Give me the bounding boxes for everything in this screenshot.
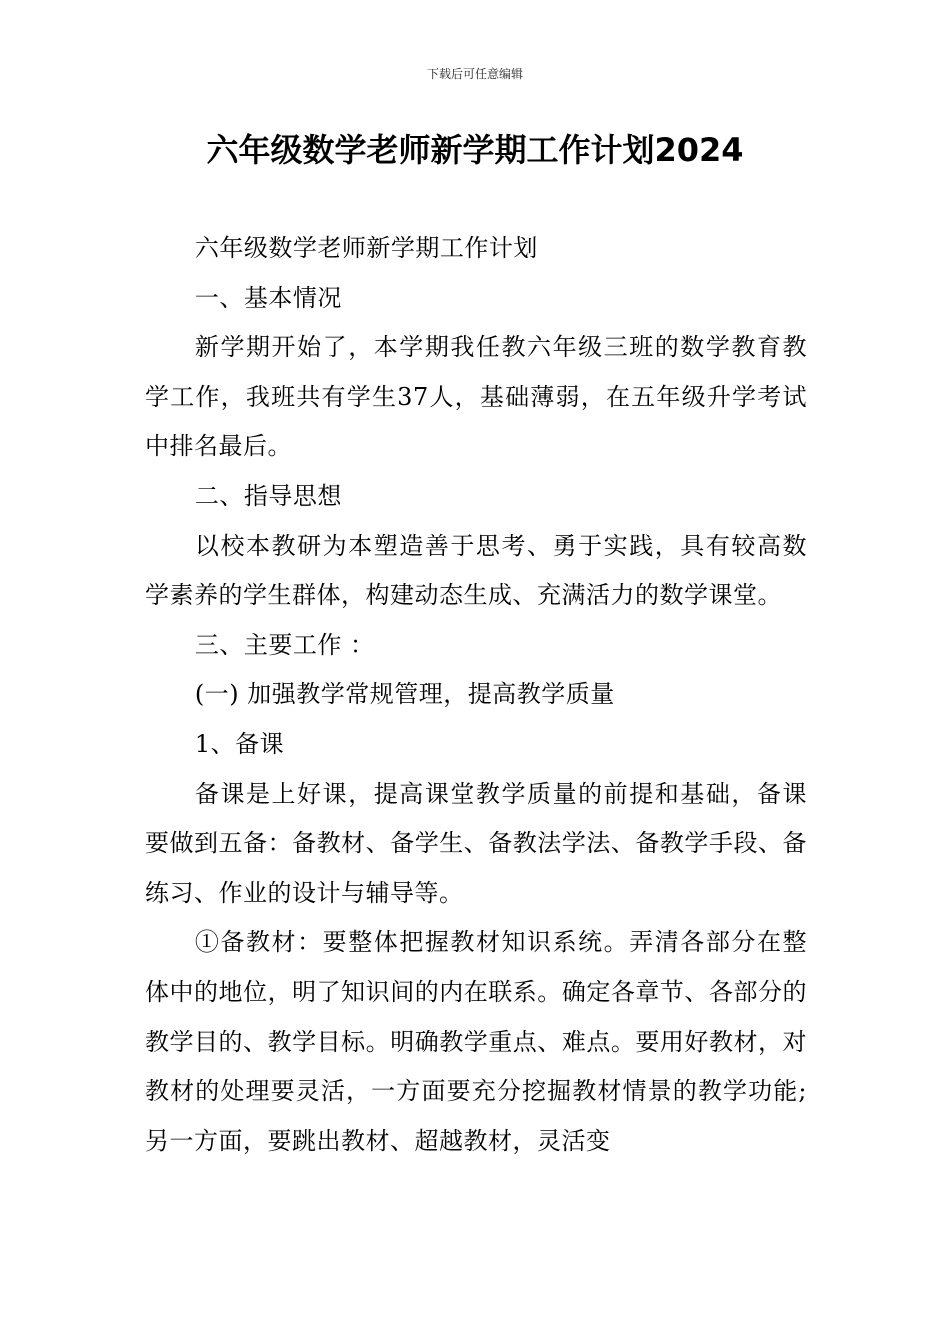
document-body (145, 224, 807, 1166)
paragraph-lesson-prep: 备课是上好课，提高课堂教学质量的前提和基础，备课要做到五备：备教材、备学生、备教法学法、备教学手段、备练习、作业的设计与辅导等。 (145, 779, 807, 907)
heading-guiding-ideology: 二、指导思想 (194, 481, 342, 510)
paragraph-guiding-ideology: 以校本教研为本塑造善于思考、勇于实践，具有较高数学素养的学生群体，构建动态生成、充满活力的数学课堂。 (145, 531, 807, 610)
page-header-note: 下载后可任意编辑 (426, 67, 523, 81)
document-title: 六年级数学老师新学期工作计划2024 (206, 131, 744, 169)
paragraph-subtitle: 六年级数学老师新学期工作计划 (194, 234, 538, 262)
paragraph-prepare-materials: ①备教材：要整体把握教材知识系统。弄清各部分在整体中的地位，明了知识间的内在联系。确定各章节、各部分的教学目的、教学目标。明确教学重点、难点。要用好教材，对教材的处理要灵活，一方面要充分挖掘教材情景的教学功能;另一方面，要跳出教材、超越教材，灵活变 (145, 928, 807, 1155)
subheading-teaching-management: (一) 加强教学常规管理，提高教学质量 (194, 680, 615, 709)
subheading-lesson-prep: 1、备课 (194, 729, 285, 758)
heading-basic-situation: 一、基本情况 (194, 283, 342, 312)
heading-main-work: 三、主要工作 ： (194, 630, 375, 659)
paragraph-basic-situation: 新学期开始了，本学期我任教六年级三班的数学教育教学工作，我班共有学生37人，基础薄弱，在五年级升学考试中排名最后。 (145, 333, 807, 461)
